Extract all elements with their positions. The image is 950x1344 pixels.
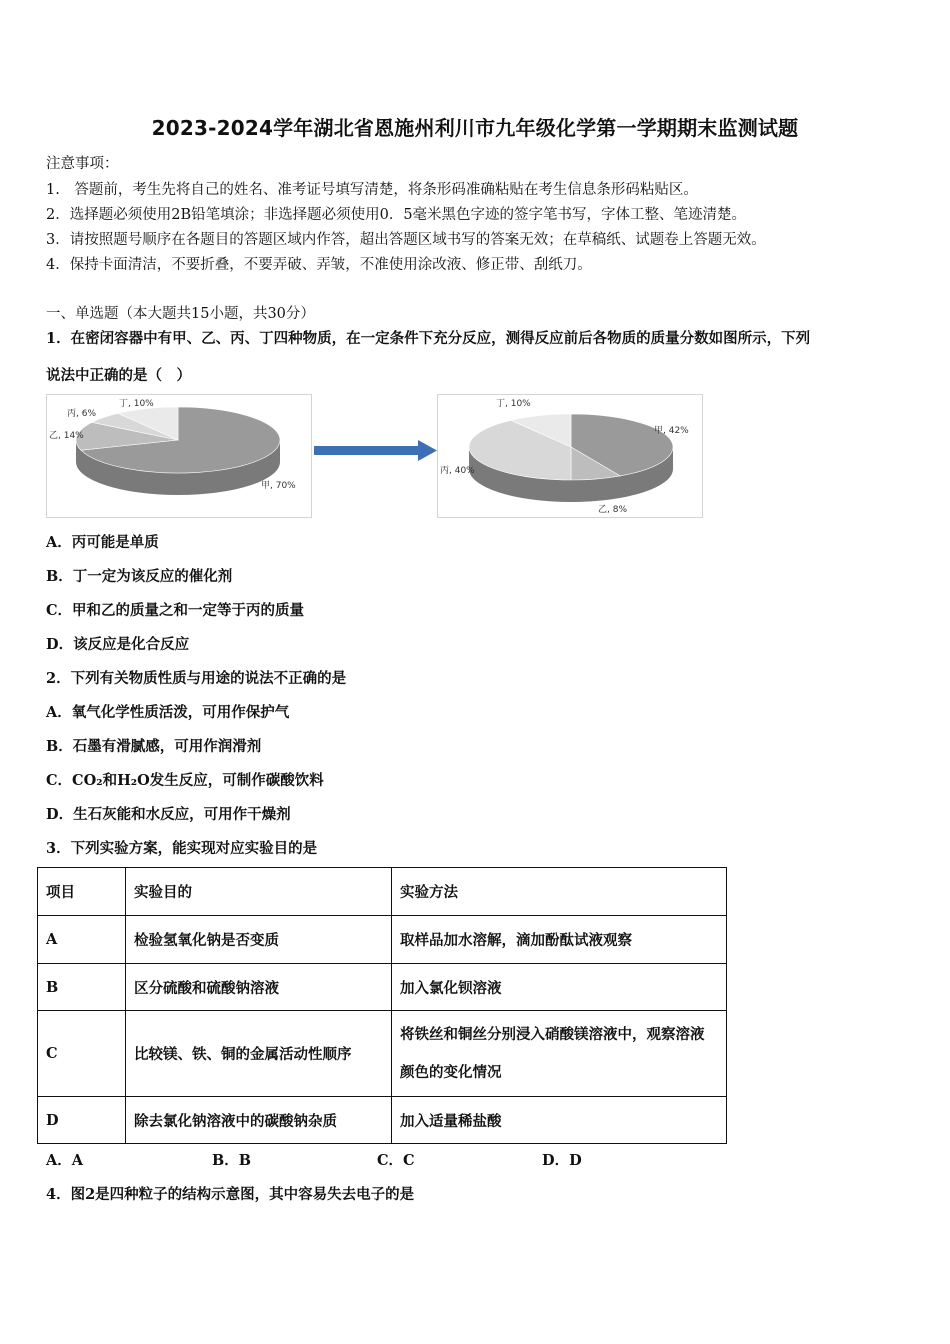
table-cell: 区分硫酸和硫酸钠溶液 [126, 964, 392, 1011]
q2-option-a: A．氧气化学性质活泼，可用作保护气 [46, 704, 290, 721]
section-heading: 一、单选题（本大题共15小题，共30分） [46, 306, 315, 322]
table-header-row [38, 868, 727, 916]
pie-label-丁: 丁, 10% [496, 399, 531, 409]
notice-item-1: 1. 答题前，考生先将自己的姓名、准考证号填写清楚，将条形码准确粘贴在考生信息条形码粘贴区。 [46, 182, 698, 198]
table-cell: D [38, 1097, 126, 1144]
table-cell: 将铁丝和铜丝分别浸入硝酸镁溶液中，观察溶液颜色的变化情况 [392, 1011, 727, 1097]
table-row [38, 916, 727, 964]
q4-stem: 4．图2是四种粒子的结构示意图，其中容易失去电子的是 [46, 1186, 415, 1203]
q2-option-d: D．生石灰能和水反应，可用作干燥剂 [46, 806, 291, 823]
q3-answer-b: B．B [212, 1152, 252, 1169]
table-cell: 加入适量稀盐酸 [392, 1097, 727, 1144]
pie-label-丁: 丁, 10% [119, 399, 154, 409]
table-row [38, 1097, 727, 1144]
pie-label-乙: 乙, 8% [598, 505, 627, 515]
q1-stem-line1: 1．在密闭容器中有甲、乙、丙、丁四种物质，在一定条件下充分反应，测得反应前后各物质的质量分数如图所示，下列 [46, 330, 811, 347]
pie-label-甲: 甲, 42% [654, 426, 689, 436]
pie-chart-before-svg [47, 395, 311, 517]
table-header-cell: 项目 [38, 868, 126, 916]
q3-answer-c: C．C [377, 1152, 415, 1169]
page-title: 2023-2024学年湖北省恩施州利川市九年级化学第一学期期末监测试题 [151, 116, 799, 140]
q3-answer-d: D．D [542, 1152, 582, 1169]
notice-item-2: 2．选择题必须使用2B铅笔填涂；非选择题必须使用0．5毫米黑色字迹的签字笔书写，字体工整、笔迹清楚。 [46, 207, 747, 223]
table-cell: 除去氯化钠溶液中的碳酸钠杂质 [126, 1097, 392, 1144]
q2-option-c: C．CO₂和H₂O发生反应，可制作碳酸饮料 [46, 772, 324, 789]
table-cell: C [38, 1011, 126, 1097]
table-cell: 比较镁、铁、铜的金属活动性顺序 [126, 1011, 392, 1097]
table-cell: A [38, 916, 126, 964]
pie-label-甲: 甲, 70% [261, 481, 296, 491]
notice-heading: 注意事项： [46, 156, 119, 172]
q3-stem: 3．下列实验方案，能实现对应实验目的是 [46, 840, 318, 857]
pie-chart-before [46, 394, 312, 518]
q1-option-b: B．丁一定为该反应的催化剂 [46, 568, 233, 585]
experiment-table [37, 867, 727, 1144]
arrow-icon [314, 440, 438, 462]
q1-stem-line2: 说法中正确的是（ ） [46, 367, 191, 384]
table-row [38, 964, 727, 1011]
pie-label-丙: 丙, 6% [67, 409, 96, 419]
table-cell: B [38, 964, 126, 1011]
notice-item-4: 4．保持卡面清洁，不要折叠，不要弄破、弄皱，不准使用涂改液、修正带、刮纸刀。 [46, 257, 592, 273]
q2-stem: 2．下列有关物质性质与用途的说法不正确的是 [46, 670, 347, 687]
q1-option-c: C．甲和乙的质量之和一定等于丙的质量 [46, 602, 305, 619]
table-cell: 取样品加水溶解，滴加酚酞试液观察 [392, 916, 727, 964]
table-row [38, 1011, 727, 1097]
table-cell: 加入氯化钡溶液 [392, 964, 727, 1011]
q1-option-d: D．该反应是化合反应 [46, 636, 190, 653]
q3-answer-a: A．A [46, 1152, 84, 1169]
notice-item-3: 3．请按照题号顺序在各题目的答题区域内作答，超出答题区域书写的答案无效；在草稿纸、试题卷上答题无效。 [46, 232, 766, 248]
table-header-cell: 实验方法 [392, 868, 727, 916]
table-header-cell: 实验目的 [126, 868, 392, 916]
pie-chart-after-svg [438, 395, 702, 517]
pie-label-乙: 乙, 14% [49, 431, 84, 441]
pie-label-丙: 丙, 40% [440, 466, 475, 476]
pie-chart-after [437, 394, 703, 518]
q1-option-a: A．丙可能是单质 [46, 534, 159, 551]
table-cell: 检验氢氧化钠是否变质 [126, 916, 392, 964]
q2-option-b: B．石墨有滑腻感，可用作润滑剂 [46, 738, 262, 755]
